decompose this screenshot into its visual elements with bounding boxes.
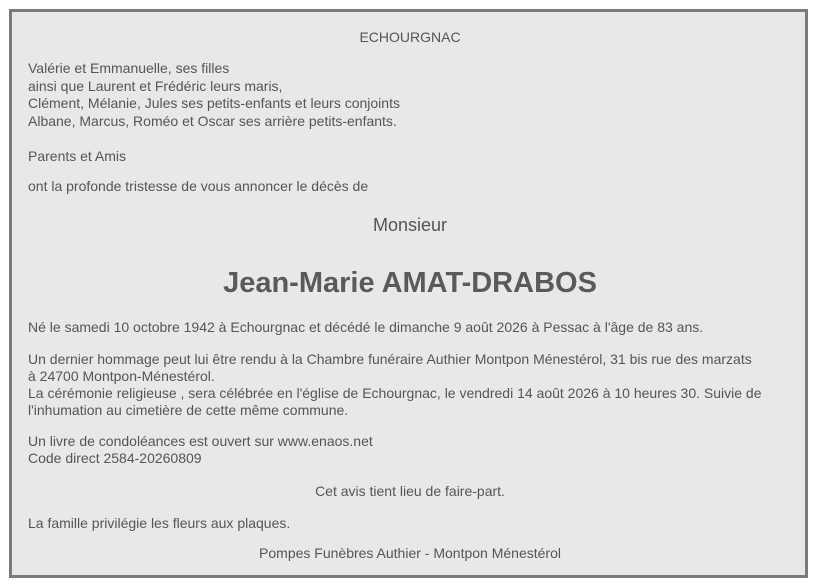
- family-line: ainsi que Laurent et Frédéric leurs maris,: [28, 77, 283, 94]
- family-line: Clément, Mélanie, Jules ses petits-enfants et leurs conjoints: [28, 95, 400, 111]
- flowers-note: La famille privilégie les fleurs aux plaques.: [28, 515, 291, 531]
- obituary-notice: [9, 9, 808, 578]
- ceremony-line: La cérémonie religieuse , sera célébrée en l'église de Echourgnac, le vendredi 14 août 2026 à 10 heures 30. Suivie de: [28, 385, 762, 401]
- ceremony-details: [28, 351, 792, 419]
- family-list: [28, 60, 400, 130]
- ceremony-line: à 24700 Montpon-Ménestérol.: [28, 368, 215, 384]
- ceremony-line: l'inhumation au cimetière de cette même commune.: [28, 402, 349, 418]
- condolence-line: Un livre de condoléances est ouvert sur www.enaos.net: [28, 433, 373, 449]
- condolences-info: [28, 433, 373, 467]
- deceased-name: Jean-Marie AMAT-DRABOS: [223, 267, 597, 299]
- honorific: Monsieur: [372, 215, 448, 235]
- relatives-line: Parents et Amis: [28, 148, 127, 164]
- ceremony-line: Un dernier hommage peut lui être rendu à la Chambre funéraire Authier Montpon Ménestérol, 31 bis rue des marzats: [28, 351, 752, 367]
- family-line: Valérie et Emmanuelle, ses filles: [28, 60, 230, 76]
- birth-death-text: Né le samedi 10 octobre 1942 à Echourgnac et décédé le dimanche 9 août 2026 à Pessac à l'âge de 83 ans.: [28, 319, 704, 335]
- family-line: Albane, Marcus, Roméo et Oscar ses arrière petits-enfants.: [28, 112, 397, 129]
- replace-notice: Cet avis tient lieu de faire-part.: [315, 483, 505, 499]
- town-heading: ECHOURGNAC: [359, 29, 461, 45]
- announcement-text: ont la profonde tristesse de vous annoncer le décès de: [28, 178, 369, 194]
- condolence-code: Code direct 2584-20260809: [28, 450, 202, 466]
- funeral-home-signature: Pompes Funèbres Authier - Montpon Ménestérol: [259, 545, 561, 561]
